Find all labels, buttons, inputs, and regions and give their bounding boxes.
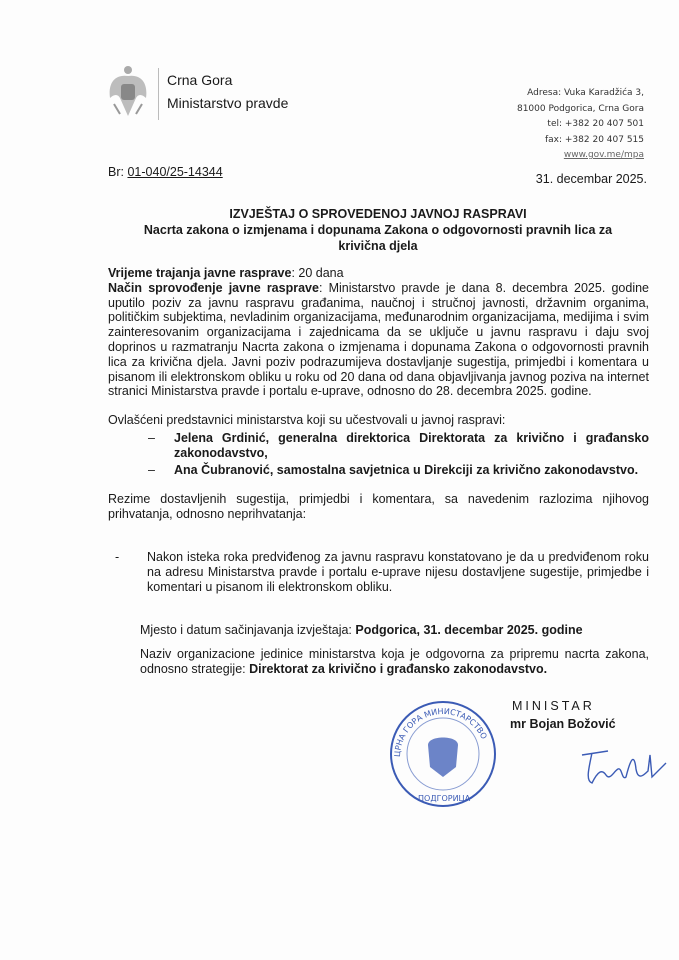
unit-label: Naziv organizacione jedinice ministarstva koja je odgovorna za pripremu nacrta zakona, odnosno strategije: [140, 647, 649, 677]
summary-item [115, 550, 649, 595]
svg-text:ПОДГОРИЦА: ПОДГОРИЦА [418, 793, 471, 803]
place-date [140, 623, 649, 638]
svg-text:ЦРНА ГОРА МИНИСТАРСТВО: ЦРНА ГОРА МИНИСТАРСТВО [392, 706, 489, 758]
header-divider [158, 68, 159, 120]
document-body [108, 206, 649, 825]
duration-and-method [108, 266, 649, 399]
reference-number [108, 165, 223, 179]
method-label: Način sprovođenje javne rasprave [108, 280, 319, 295]
ref-value: 01-040/25-14344 [127, 165, 223, 179]
coat-of-arms-logo [106, 64, 150, 122]
website-link[interactable]: www.gov.me/mpa [563, 150, 644, 160]
signature-block [108, 695, 649, 825]
phone: tel: +382 20 407 501 [547, 119, 644, 129]
address-line: Adresa: Vuka Karadžića 3, [527, 88, 644, 98]
summary-text: Nakon isteka roka predviđenog za javnu raspravu konstatovano je da u predviđenom roku na adresu Ministarstva pravde i portalu e-uprave nijesu dostavljene sugestije, primjedbe i komentari u pisanom ili elektronskom obliku. [147, 549, 649, 594]
organizational-unit [140, 647, 649, 677]
duration-label: Vrijeme trajanja javne rasprave [108, 266, 292, 280]
country-name: Crna Gora [167, 72, 233, 88]
official-stamp [388, 695, 498, 813]
address-line: 81000 Podgorica, Crna Gora [516, 103, 644, 114]
title-line: IZVJEŠTAJ O SPROVEDENOJ JAVNOJ RASPRAVI [229, 207, 527, 221]
representative-item: – Jelena Grdinić, generalna direktorica Direktorata za krivično i građansko zakonodavstvo, [148, 431, 649, 461]
representatives-intro: Ovlašćeni predstavnici ministarstva koji su učestvovali u javnoj raspravi: [108, 413, 506, 428]
method-text: : Ministarstvo pravde je dana 8. decembra 2025. godine uputilo poziv za javnu raspravu građanima, naučnoj i stručnoj javnosti, državnim organima, političkim subjektima, nevladinim organizacijama, međunarodnim organizacijama, medijima i svim zainteresovanim organizacijama i zajednicama da se uključe u javnu raspravu i daju svoj doprinos u razmatranju Nacrta zakona o izmjenama i dopunama Zakona o odgovornosti pravnih lica za krivična djela. Javni poziv podrazumijeva dostavljanje sugestija, primjedbi i komentara u pisanom ili elektronskom obliku u roku od 20 dana od dana objavljivanja javnog poziva na internet stranici Ministarstva pravde i portalu e-uprave, odnosno do 28. decembra 2025. godine. [108, 280, 649, 399]
signatory-title: MINISTAR [512, 698, 595, 713]
place-date-value: Podgorica, 31. decembar 2025. godine [355, 622, 583, 637]
subtitle-line: krivična djela [338, 239, 418, 253]
summary-intro: Rezime dostavljenih sugestija, primjedbi i komentara, sa navedenim razlozima njihovog prihvatanja, odnosno neprihvatanja: [108, 491, 649, 521]
document-date: 31. decembar 2025. [535, 172, 647, 186]
dash-marker: - [115, 549, 120, 564]
representative-item: – Ana Čubranović, samostalna savjetnica u Direkciji za krivično zakonodavstvo. [148, 463, 649, 478]
document-title [100, 206, 656, 254]
representatives-list [148, 431, 649, 478]
duration-value: : 20 dana [291, 266, 344, 280]
address-block [517, 86, 644, 164]
unit-value: Direktorat za krivično i građansko zakonodavstvo. [249, 662, 548, 677]
signatory-name: mr Bojan Božović [510, 716, 616, 731]
handwritten-signature [578, 741, 668, 791]
place-date-label: Mjesto i datum sačinjavanja izvještaja: [140, 622, 356, 637]
fax: fax: +382 20 407 515 [544, 134, 644, 145]
ministry-name: Ministarstvo pravde [167, 95, 289, 111]
subtitle-line: Nacrta zakona o izmjenama i dopunama Zakona o odgovornosti pravnih lica za [143, 223, 613, 237]
ref-prefix: Br: [108, 165, 124, 179]
